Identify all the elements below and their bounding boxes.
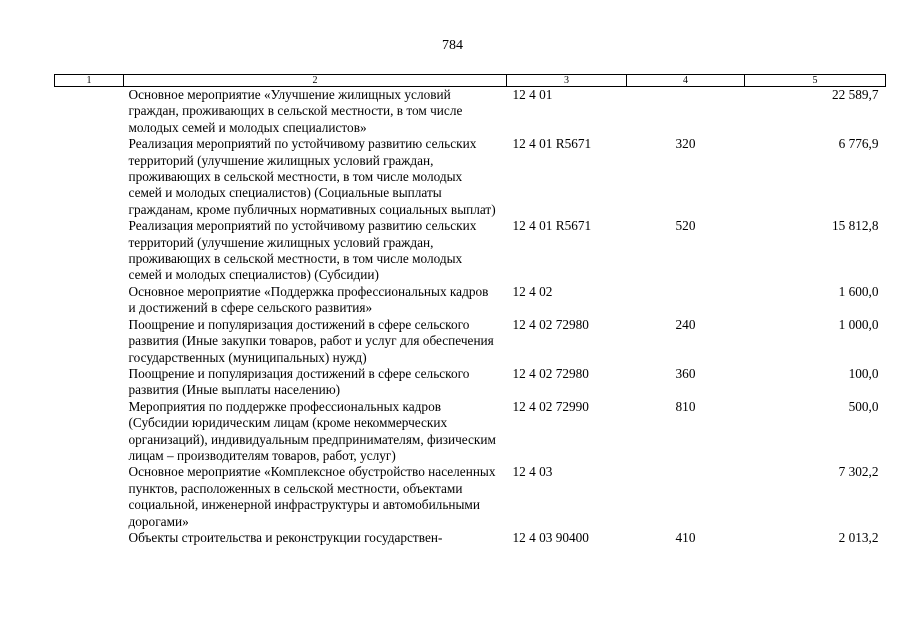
row-amount: 22 589,7 (831, 87, 879, 102)
row-amount: 1 000,0 (838, 316, 879, 332)
table-row (55, 399, 886, 465)
row-type (627, 464, 745, 530)
table-row (55, 87, 886, 137)
row-code: 12 4 03 90400 (512, 529, 589, 545)
table-row (55, 136, 886, 218)
table-row (55, 317, 886, 366)
row-name: Поощрение и популяризация достижений в сфере сельского развития (Иные закупки товаров, работ и услуг для обеспечения государственных (муниципальных) нужд) (128, 316, 494, 365)
row-name: Основное мероприятие «Поддержка профессиональных кадров и достижений в сфере сельского развития» (128, 283, 489, 316)
table-row (55, 218, 886, 284)
row-type: 410 (675, 529, 696, 545)
row-name: Реализация мероприятий по устойчивому развитию сельских территорий (улучшение жилищных условий граждан, проживающих в сельской местности, в том числе молодых семей и молодых специалистов) (Субсидии) (128, 218, 477, 283)
row-amount: 100,0 (848, 365, 879, 381)
table-row (55, 530, 886, 546)
row-amount: 15 812,8 (831, 218, 879, 234)
column-number-header-row (55, 75, 886, 87)
page-number: 784 (442, 38, 463, 53)
row-amount: 6 776,9 (838, 136, 879, 152)
row-code: 12 4 02 72980 (512, 316, 589, 332)
column-number: 1 (55, 75, 124, 87)
column-number: 2 (124, 75, 507, 87)
row-name: Поощрение и популяризация достижений в сфере сельского развития (Иные выплаты населению) (128, 365, 470, 398)
row-code: 12 4 01 (512, 87, 553, 102)
table-row (55, 284, 886, 317)
row-type: 520 (675, 218, 696, 234)
row-code: 12 4 02 72990 (512, 398, 589, 414)
row-amount: 1 600,0 (838, 283, 879, 299)
row-name: Реализация мероприятий по устойчивому развитию сельских территорий (улучшение жилищных условий граждан, проживающих в сельской местности, в том числе молодых семей и молодых специалистов) (Социальные выплаты гражданам, кроме публичных нормативных социальных выплат) (128, 136, 496, 217)
row-code: 12 4 02 (512, 283, 553, 299)
table-row (55, 366, 886, 399)
row-code: 12 4 01 R5671 (512, 136, 592, 152)
row-amount: 500,0 (848, 398, 879, 414)
row-name: Основное мероприятие «Улучшение жилищных условий граждан, проживающих в сельской местности, в том числе молодых семей и молодых специалистов» (128, 87, 463, 135)
column-number: 5 (745, 75, 886, 87)
row-type (627, 284, 745, 317)
row-name: Основное мероприятие «Комплексное обустройство населенных пунктов, расположенных в сельской местности, объектами социальной, инженерной инфраструктуры и автомобильными дорогами» (128, 464, 496, 529)
row-type: 240 (675, 316, 696, 332)
table-row (55, 464, 886, 530)
row-type: 320 (675, 136, 696, 152)
row-type: 360 (675, 365, 696, 381)
row-amount: 2 013,2 (838, 529, 879, 545)
row-code: 12 4 03 (512, 464, 553, 480)
row-code: 12 4 02 72980 (512, 365, 589, 381)
row-type: 810 (675, 398, 696, 414)
row-amount: 7 302,2 (838, 464, 879, 480)
row-name: Мероприятия по поддержке профессиональных кадров (Субсидии юридическим лицам (кроме некоммерческих организаций), индивидуальным предпринимателям, физическим лицам – производителям товаров, работ, услуг) (128, 398, 496, 463)
column-number: 4 (627, 75, 745, 87)
row-name: Объекты строительства и реконструкции государствен- (128, 529, 443, 545)
row-type (627, 87, 745, 137)
row-code: 12 4 01 R5671 (512, 218, 592, 234)
column-number: 3 (507, 75, 627, 87)
budget-table (54, 74, 886, 546)
